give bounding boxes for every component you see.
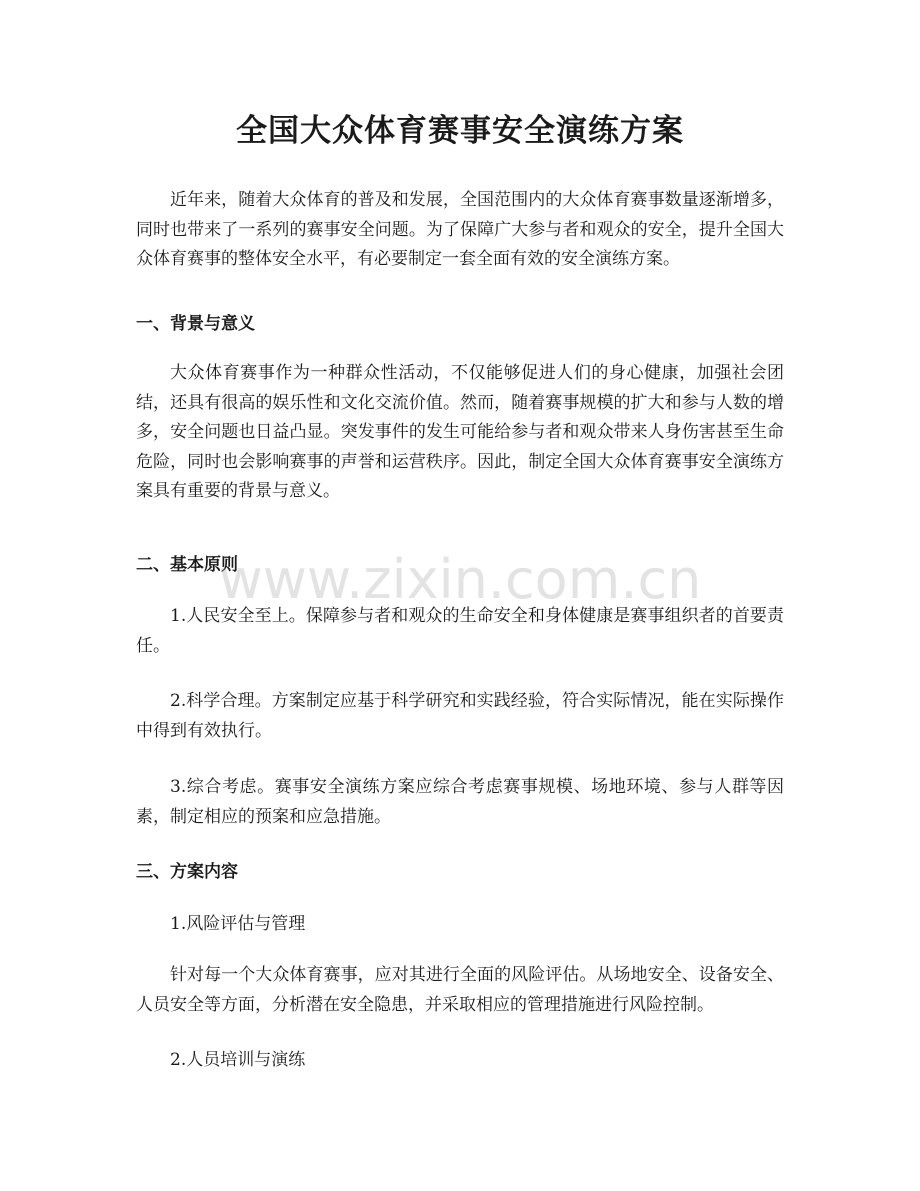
intro-paragraph: 近年来，随着大众体育的普及和发展，全国范围内的大众体育赛事数量逐渐增多，同时也带来了一系列的赛事安全问题。为了保障广大参与者和观众的安全，提升全国大众体育赛事的整体安全水平，有必要制定一套全面有效的安全演练方案。 <box>136 190 784 269</box>
risk-paragraph: 针对每一个大众体育赛事，应对其进行全面的风险评估。从场地安全、设备安全、人员安全等方面，分析潜在安全隐患，并采取相应的管理措施进行风险控制。 <box>136 965 784 1015</box>
section-heading-background: 一、背景与意义 <box>136 314 255 334</box>
principle-1-paragraph: 1.人民安全至上。保障参与者和观众的生命安全和身体健康是赛事组织者的首要责任。 <box>136 606 784 656</box>
principle-2-paragraph: 2.科学合理。方案制定应基于科学研究和实践经验，符合实际情况，能在实际操作中得到有效执行。 <box>136 691 784 741</box>
background-paragraph: 大众体育赛事作为一种群众性活动，不仅能够促进人们的身心健康，加强社会团结，还具有很高的娱乐性和文化交流价值。然而，随着赛事规模的扩大和参与人数的增多，安全问题也日益凸显。突发事件的发生可能给参与者和观众带来人身伤害甚至生命危险，同时也会影响赛事的声誉和运营秩序。因此，制定全国大众体育赛事安全演练方案具有重要的背景与意义。 <box>136 363 784 501</box>
subsection-training-title: 2.人员培训与演练 <box>170 1050 306 1070</box>
section-heading-principles: 二、基本原则 <box>136 555 238 575</box>
document-title: 全国大众体育赛事安全演练方案 <box>236 113 684 149</box>
subsection-risk-title: 1.风险评估与管理 <box>170 914 306 934</box>
watermark: www.zixin.com.cn <box>218 548 702 611</box>
principle-3-paragraph: 3.综合考虑。赛事安全演练方案应综合考虑赛事规模、场地环境、参与人群等因素，制定相应的预案和应急措施。 <box>136 777 784 827</box>
section-heading-content: 三、方案内容 <box>136 862 238 882</box>
